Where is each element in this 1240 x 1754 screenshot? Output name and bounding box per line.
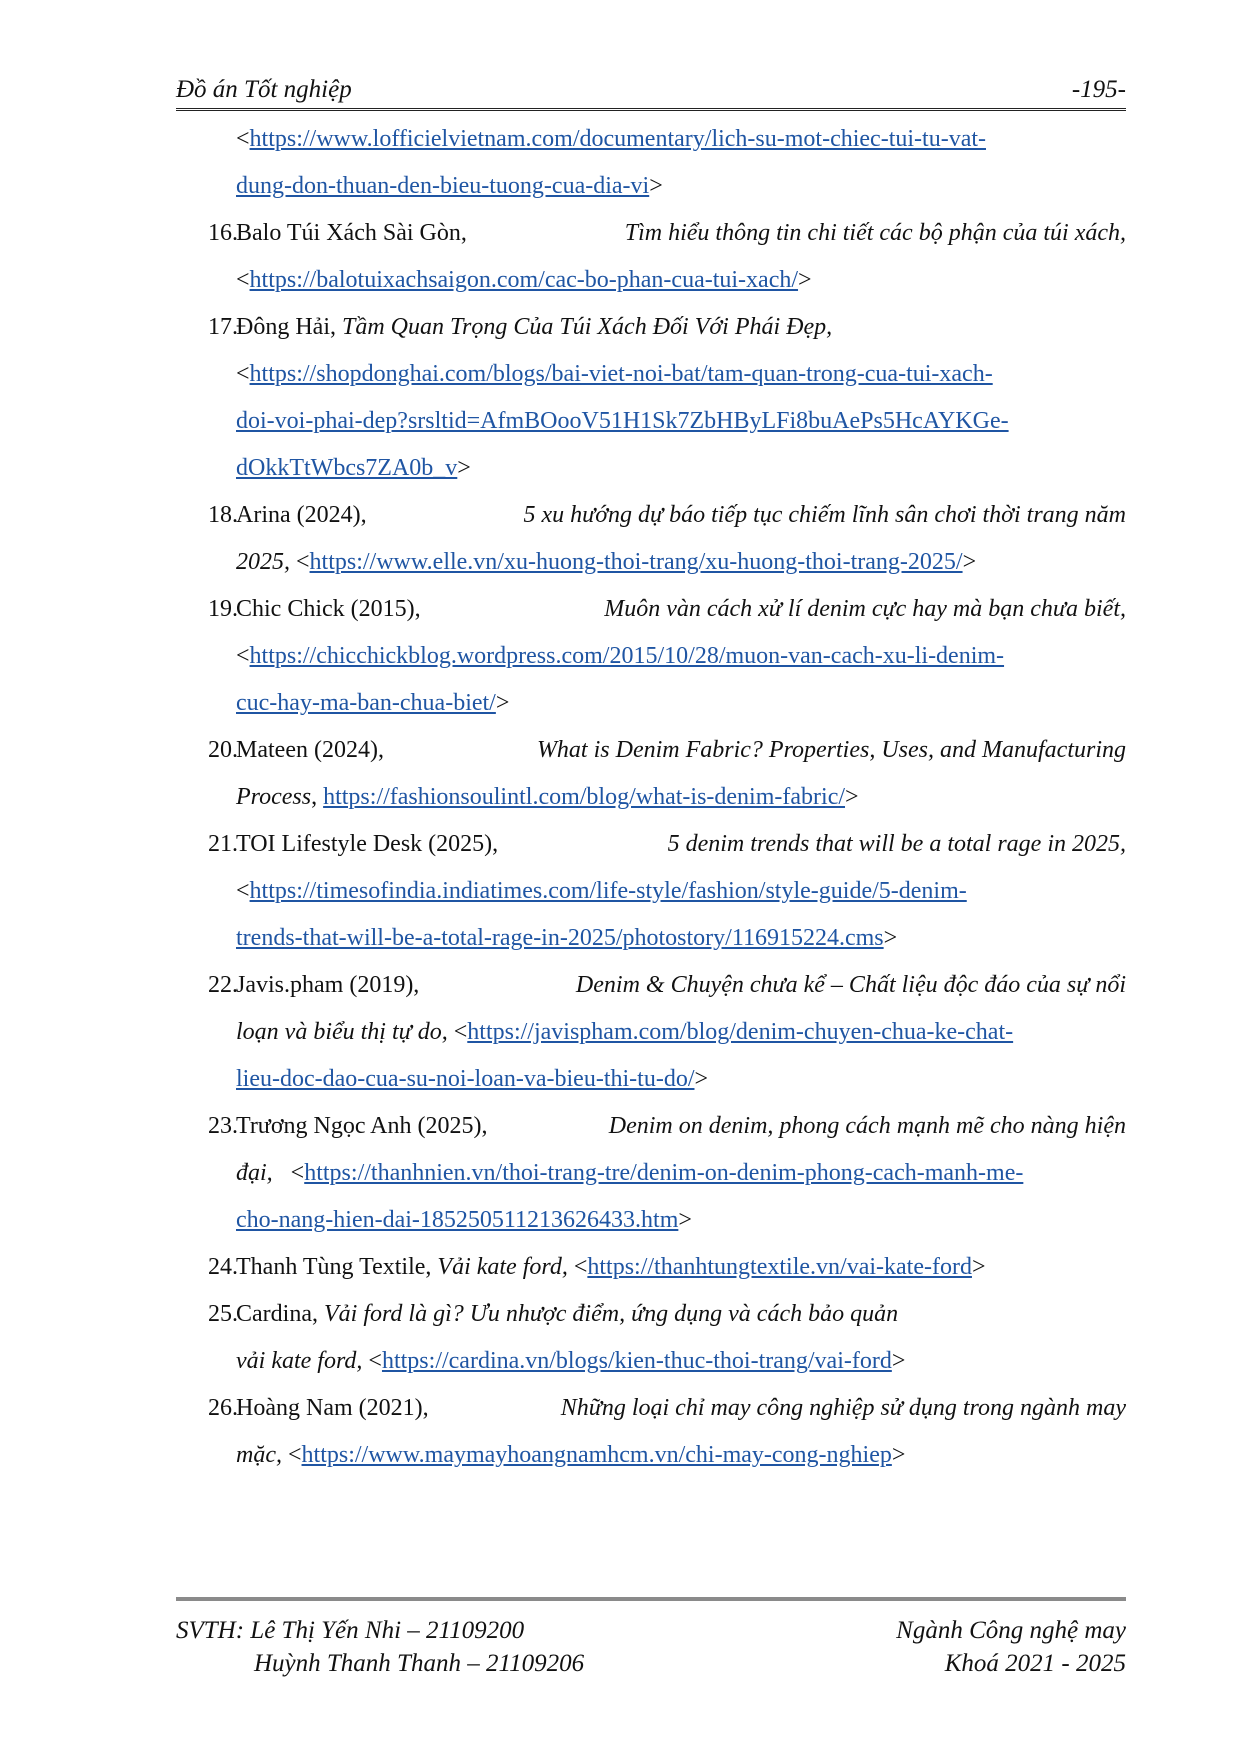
reference-link[interactable]: dung-don-thuan-den-bieu-tuong-cua-dia-vi <box>236 173 650 199</box>
bracket-open: < <box>290 1160 305 1186</box>
bracket-close: > <box>694 1066 709 1092</box>
list-item-24 <box>176 1244 1126 1291</box>
list-item-19 <box>176 586 1126 633</box>
page-footer <box>176 1614 1126 1694</box>
bracket-open: < <box>368 1348 382 1374</box>
bracket-close: > <box>971 1254 986 1280</box>
list-item-line <box>176 1009 1126 1056</box>
bracket-open: < <box>287 1442 302 1468</box>
reference-title: What is Denim Fabric? Properties, Uses, and Manufacturing <box>536 737 1126 763</box>
bracket-open: < <box>236 126 250 152</box>
reference-link[interactable]: cuc-hay-ma-ban-chua-biet/ <box>236 690 496 716</box>
list-item-26 <box>176 1385 1126 1432</box>
reference-link[interactable]: https://javispham.com/blog/denim-chuyen-chua-ke-chat- <box>467 1019 1014 1045</box>
reference-author: Trương Ngọc Anh (2025), <box>236 1113 488 1139</box>
item-number: 19. <box>208 596 238 622</box>
list-item-line <box>176 680 1126 727</box>
item-number: 25. <box>208 1301 238 1327</box>
reference-link[interactable]: https://chicchickblog.wordpress.com/2015/10/28/muon-van-cach-xu-li-denim- <box>249 643 1005 669</box>
bracket-close: > <box>962 549 977 575</box>
list-item-line <box>176 539 1126 586</box>
item-number: 21. <box>208 831 238 857</box>
reference-title: Denim on denim, phong cách mạnh mẽ cho nàng hiện <box>608 1113 1126 1139</box>
reference-author: Hoàng Nam (2021), <box>236 1395 429 1421</box>
reference-link[interactable]: https://fashionsoulintl.com/blog/what-is-denim-fabric/ <box>323 784 846 810</box>
bracket-open: < <box>573 1254 588 1280</box>
list-item-21 <box>176 821 1126 868</box>
bracket-close: > <box>495 690 510 716</box>
bracket-close: > <box>798 267 812 293</box>
item-number: 17. <box>208 314 238 340</box>
list-item-line <box>176 774 1126 821</box>
bracket-open: < <box>236 878 250 904</box>
document-title: Đồ án Tốt nghiệp <box>176 76 352 103</box>
reference-link[interactable]: https://www.maymayhoangnamhcm.vn/chi-may-cong-nghiep <box>301 1442 892 1468</box>
reference-author: Balo Túi Xách Sài Gòn, <box>236 220 467 246</box>
reference-title: Những loại chỉ may công nghiệp sử dụng trong ngành may <box>560 1395 1126 1421</box>
reference-link[interactable]: cho-nang-hien-dai-185250511213626433.htm <box>236 1207 679 1233</box>
list-item-line <box>176 398 1126 445</box>
bracket-close: > <box>845 784 859 810</box>
reference-title: đại, <box>236 1160 273 1186</box>
reference-title: Tầm Quan Trọng Của Túi Xách Đối Với Phái Đẹp, <box>341 314 833 340</box>
student-info <box>176 1614 584 1680</box>
list-item-line <box>176 1056 1126 1103</box>
list-item-23 <box>176 1103 1126 1150</box>
reference-link[interactable]: https://shopdonghai.com/blogs/bai-viet-noi-bat/tam-quan-trong-cua-tui-xach- <box>249 361 993 387</box>
list-item-20 <box>176 727 1126 774</box>
course-info <box>896 1614 1126 1680</box>
student-line-2: Huỳnh Thanh Thanh – 21109206 <box>254 1650 585 1677</box>
reference-link[interactable]: https://timesofindia.indiatimes.com/life-style/fashion/style-guide/5-denim- <box>249 878 967 904</box>
item-number: 26. <box>208 1395 238 1421</box>
reference-author: Arina (2024), <box>236 502 367 528</box>
reference-title: Tìm hiểu thông tin chi tiết các bộ phận của túi xách, <box>624 220 1126 246</box>
reference-author: Javis.pham (2019), <box>236 972 420 998</box>
list-item-line <box>176 116 1126 163</box>
reference-title: 5 denim trends that will be a total rage in 2025, <box>667 831 1126 857</box>
bracket-open: < <box>236 643 250 669</box>
reference-link[interactable]: trends-that-will-be-a-total-rage-in-2025/photostory/116915224.cms <box>236 925 884 951</box>
item-number: 24. <box>208 1254 238 1280</box>
reference-link[interactable]: https://thanhnien.vn/thoi-trang-tre/denim-on-denim-phong-cach-manh-me- <box>304 1160 1024 1186</box>
item-number: 18. <box>208 502 238 528</box>
reference-author: Mateen (2024), <box>236 737 384 763</box>
list-item-line <box>176 257 1126 304</box>
reference-link[interactable]: doi-voi-phai-dep?srsltid=AfmBOooV51H1Sk7ZbHByLFi8buAePs5HcAYKGe- <box>236 408 1009 434</box>
item-number: 23. <box>208 1113 238 1139</box>
bracket-close: > <box>457 455 471 481</box>
list-item-17 <box>176 304 1126 351</box>
list-item-line <box>176 1432 1126 1479</box>
header-divider <box>176 108 1126 113</box>
list-item-18 <box>176 492 1126 539</box>
list-item-line <box>176 868 1126 915</box>
list-item-line <box>176 1150 1126 1197</box>
list-item-line <box>176 445 1126 492</box>
reference-author: TOI Lifestyle Desk (2025), <box>236 831 499 857</box>
reference-link[interactable]: https://www.elle.vn/xu-huong-thoi-trang/xu-huong-thoi-trang-2025/ <box>309 549 963 575</box>
reference-title: Denim & Chuyện chưa kể – Chất liệu độc đáo của sự nổi <box>575 972 1126 998</box>
reference-list <box>176 116 1126 1479</box>
reference-link[interactable]: https://balotuixachsaigon.com/cac-bo-phan-cua-tui-xach/ <box>249 267 799 293</box>
page-header <box>176 74 1126 108</box>
bracket-open: < <box>236 361 250 387</box>
bracket-open: < <box>236 267 250 293</box>
student-line-1: SVTH: Lê Thị Yến Nhi – 21109200 <box>176 1617 525 1644</box>
reference-title: 5 xu hướng dự báo tiếp tục chiếm lĩnh sân chơi thời trang năm <box>523 502 1126 528</box>
reference-author: Thanh Tùng Textile, <box>236 1254 432 1280</box>
reference-title: Process <box>236 784 312 810</box>
reference-title: loạn và biểu thị tự do, <box>236 1019 448 1045</box>
list-item-line <box>176 915 1126 962</box>
list-item-line <box>176 163 1126 210</box>
reference-link[interactable]: lieu-doc-dao-cua-su-noi-loan-va-bieu-thi-tu-do/ <box>236 1066 695 1092</box>
major-label: Ngành Công nghệ may <box>896 1617 1126 1644</box>
list-item-22 <box>176 962 1126 1009</box>
reference-author: Cardina, <box>236 1301 318 1327</box>
bracket-close: > <box>649 173 663 199</box>
bracket-close: > <box>883 925 898 951</box>
reference-title: mặc, <box>236 1442 282 1468</box>
reference-title: Muôn vàn cách xử lí denim cực hay mà bạn chưa biết, <box>604 596 1126 622</box>
course-label: Khoá 2021 - 2025 <box>944 1650 1126 1677</box>
page-number: -195- <box>1071 76 1126 103</box>
reference-link[interactable]: https://cardina.vn/blogs/kien-thuc-thoi-trang/vai-ford <box>381 1348 892 1374</box>
footer-divider <box>176 1597 1126 1601</box>
reference-title: vải kate ford, <box>236 1348 363 1374</box>
list-item-16 <box>176 210 1126 257</box>
reference-link[interactable]: https://thanhtungtextile.vn/vai-kate-ford <box>587 1254 972 1280</box>
item-number: 20. <box>208 737 238 763</box>
item-number: 22. <box>208 972 238 998</box>
list-item-line <box>176 1338 1126 1385</box>
item-number: 16. <box>208 220 238 246</box>
separator: , <box>311 784 318 810</box>
bracket-close: > <box>891 1348 906 1374</box>
bracket-open: < <box>296 549 310 575</box>
list-item-line <box>176 1197 1126 1244</box>
reference-title: Vải ford là gì? Ưu nhược điểm, ứng dụng và cách bảo quản <box>323 1301 899 1327</box>
reference-link[interactable]: dOkkTtWbcs7ZA0b_v <box>236 455 458 481</box>
bracket-close: > <box>678 1207 692 1233</box>
reference-title: Vải kate ford, <box>437 1254 568 1280</box>
bracket-close: > <box>891 1442 906 1468</box>
reference-author: Chic Chick (2015), <box>236 596 421 622</box>
reference-link[interactable]: https://www.lofficielvietnam.com/documentary/lich-su-mot-chiec-tui-tu-vat- <box>249 126 986 152</box>
reference-author: Đông Hải, <box>236 314 336 340</box>
list-item-25 <box>176 1291 1126 1338</box>
list-item-line <box>176 633 1126 680</box>
list-item-line <box>176 351 1126 398</box>
bracket-open: < <box>453 1019 468 1045</box>
reference-title: 2025, <box>236 549 290 575</box>
